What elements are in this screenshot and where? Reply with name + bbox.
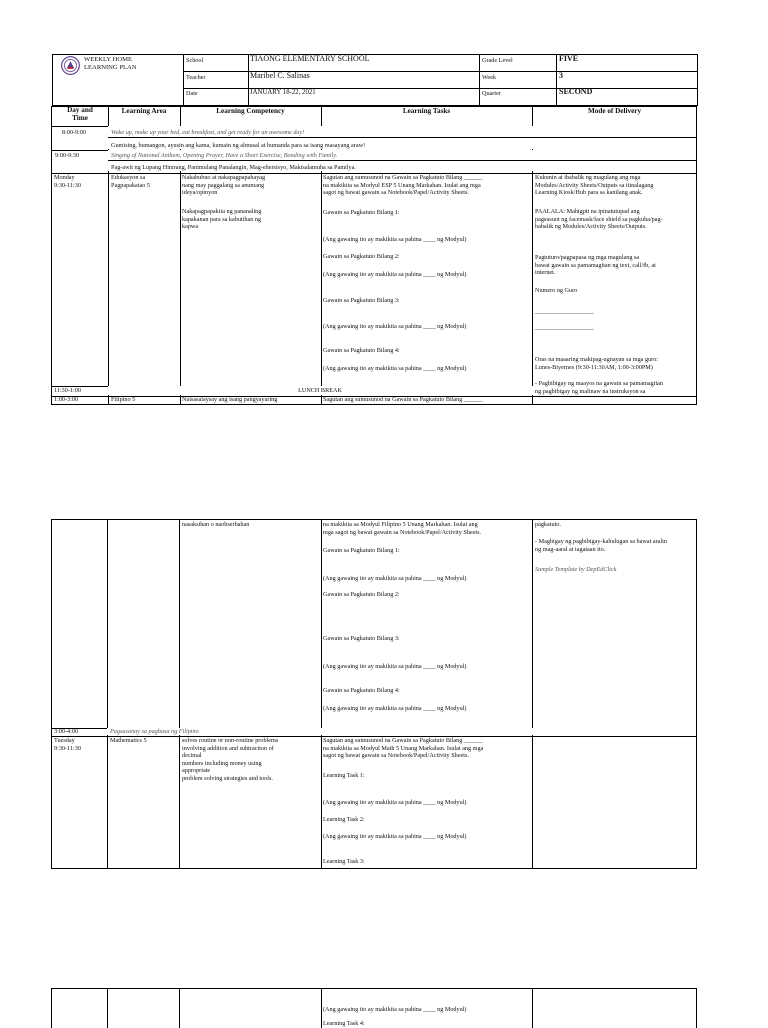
monday-ref-2: (Ang gawaing ito ay makikita sa pahina ____ ng Modyul) — [323, 271, 467, 278]
monday-area: Edukasyon sa Pagpapakatao 5 — [111, 174, 151, 189]
monday-gawain-2: Gawain sa Pagkatuto Bilang 2: — [323, 253, 400, 260]
filipino-gawain-1: Gawain sa Pagkatuto Bilang 1: — [323, 547, 400, 554]
filipino-area: Filipino 5 — [111, 396, 136, 403]
week-value: 3 — [559, 71, 563, 80]
col-learning-area: Learning Area — [121, 107, 167, 115]
filipino-time: 1:00-3:00 — [54, 396, 79, 403]
filipino-gawain-4: Gawain sa Pagkatuto Bilang 4: — [323, 687, 400, 694]
page3-ref: (Ang gawaing ito ay makikita sa pahina ____ ng Modyul) — [323, 1006, 467, 1013]
quarter-value: SECOND — [559, 87, 593, 96]
tuesday-ref-1: (Ang gawaing ito ay makikita sa pahina ____ ng Modyul) — [323, 799, 467, 806]
page3-learning-task-4: Learning Task 4: — [323, 1020, 365, 1027]
delivery-text-2: PAALALA: Mahigpit na ipinatutupad ang pagsusuot ng facemask/face shield sa pagkuha/pag- babalik ng Modules/Activity Sheets/Outputs. — [535, 208, 663, 231]
delivery-line-1: ___________________ — [535, 308, 594, 315]
filipino-task: Sagutan ang sumusunod na Gawain sa Pagkatuto Bilang ______ — [323, 396, 483, 403]
filipino-competency: Naisasalaysay ang isang pangyayaring — [182, 396, 278, 403]
monday-gawain-1: Gawain sa Pagkatuto Bilang 1: — [323, 209, 400, 216]
lunch-break: LUNCH BREAK — [298, 387, 342, 394]
lunch-time: 11:30-1:00 — [54, 387, 81, 394]
monday-task-intro: Sagutan ang sumusunod na Gawain sa Pagkatuto Bilang ______ na makikita sa Modyul ESP 5 Unang Markahan. Isulat ang mga sagot ng bawat gawain sa Notebook/Papel/Activity Sheets. — [323, 174, 483, 197]
delivery-teacher-number: Numero ng Guro — [535, 287, 578, 294]
teacher-value: Maribel C. Salinas — [250, 71, 310, 80]
delivery-text-1: Kukunin at ibabalik ng magulang ang mga Modules/Activity Sheets/Outputs sa itinalagang Learning Kiosk/Hub para sa kanilang anak. — [535, 174, 654, 197]
sample-template-credit: Sample Template by DepEdClick — [535, 566, 617, 573]
row-text-wakeup: Wake up, make up your bed, eat breakfast, and get ready for an awesome day! — [111, 129, 305, 136]
monday-ref-3: (Ang gawaing ito ay makikita sa pahina ____ ng Modyul) — [323, 323, 467, 330]
tuesday-ref-2: (Ang gawaing ito ay makikita sa pahina ____ ng Modyul) — [323, 833, 467, 840]
monday-gawain-4: Gawain sa Pagkatuto Bilang 4: — [323, 347, 400, 354]
week-label: Week — [482, 74, 496, 81]
row-time-wakeup: 8:00-9:00 — [62, 129, 87, 136]
grade-value: FIVE — [559, 54, 579, 63]
filipino-competency-cont: nasaksihan o naobserbahan — [182, 521, 250, 528]
monday-ref-1: (Ang gawaing ito ay makikita sa pahina ____ ng Modyul) — [323, 236, 467, 243]
row-text-anthem: Singing of National Anthem, Opening Prayer, Have a Short Exercise, Bonding with Family. — [111, 152, 338, 159]
monday-day-time: Monday 9:30-11:30 — [54, 174, 81, 189]
tuesday-area: Mathematics 5 — [110, 737, 147, 744]
tuesday-competency: solves routine or non-routine problems involving addition and subtraction of decimal numbers including money using appropriate problem solving strategies and tools. — [182, 737, 279, 782]
row-text-gumising: Gumising, bumangon, ayusin ang kama, kumain ng almusal at humanda para sa isang masayang araw! — [111, 142, 366, 149]
col-day-time: Day and Time — [67, 106, 93, 122]
delivery-text-3: Pagtuturo/pagpapasa ng mga magulang sa bawat gawain sa pamamagitan ng text, call/fb, at internet. — [535, 254, 656, 277]
reading-text: Pagsasanay sa pagbasa ng Filipino — [110, 728, 199, 735]
tuesday-task-intro: Sagutan ang sumusunod na Gawain sa Pagkatuto Bilang ______ na makikita sa Modyul Math 5 Unang Markahan. Isulat ang mga sagot ng bawat gawain sa Notebook/Papel/Activity Sheets. — [323, 737, 484, 760]
filipino-ref-1: (Ang gawaing ito ay makikita sa pahina ____ ng Modyul) — [323, 575, 467, 582]
date-label: Date — [186, 90, 198, 97]
school-value: TIAONG ELEMENTARY SCHOOL — [250, 54, 370, 63]
filipino-gawain-3: Gawain sa Pagkatuto Bilang 3: — [323, 635, 400, 642]
filipino-ref-3: (Ang gawaing ito ay makikita sa pahina ____ ng Modyul) — [323, 705, 467, 712]
monday-ref-4: (Ang gawaing ito ay makikita sa pahina ____ ng Modyul) — [323, 365, 467, 372]
monday-gawain-3: Gawain sa Pagkatuto Bilang 3: — [323, 297, 400, 304]
quarter-label: Quarter — [482, 90, 501, 97]
tuesday-learning-task-2: Learning Task 2: — [323, 816, 365, 823]
delivery-text-4: - Pagbibigay ng maayos na gawain sa pamamagitan ng pagbibigay ng malinaw na instruksyon sa — [535, 380, 664, 395]
monday-competency-1: Nakabubuo at nakapagpapahayag nang may paggalang sa anumang ideya/opinyon — [182, 174, 266, 197]
filipino-gawain-2: Gawain sa Pagkatuto Bilang 2: — [323, 591, 400, 598]
tuesday-learning-task-3: Learning Task 3: — [323, 858, 365, 865]
filipino-ref-2: (Ang gawaing ito ay makikita sa pahina ____ ng Modyul) — [323, 663, 467, 670]
col-learning-competency: Learning Competency — [216, 107, 285, 115]
delivery-cont-1: pagkatuto. — [535, 521, 561, 528]
delivery-hours: Oras na maaaring makipag-ugnayan sa mga guro: Lunes-Biyernes (9:30-11:30AM, 1:00-3:00PM) — [535, 356, 659, 371]
tuesday-learning-task-1: Learning Task 1: — [323, 772, 365, 779]
col-learning-tasks: Learning Tasks — [402, 107, 451, 115]
teacher-label: Teacher — [186, 74, 206, 81]
header-table — [52, 54, 698, 106]
plan-title: WEEKLY HOME LEARNING PLAN — [84, 56, 137, 71]
filipino-task-intro: na makikita sa Modyul Filipino 5 Unang Markahan. Isulat ang mga sagot ng bawat gawain sa Notebook/Papel/Activity Sheets. — [323, 521, 482, 536]
tuesday-day-time: Tuesday 9:30-11:30 — [54, 737, 81, 752]
row-time-anthem: 9:00-9:30 — [55, 152, 80, 159]
school-label: School — [186, 57, 204, 64]
delivery-line-2: ___________________ — [535, 324, 594, 331]
monday-competency-2: Nakapagpapakita ng pananaling kapakanan para sa kabutihan ng kapwa — [182, 208, 262, 231]
reading-time: 3:00-4:00 — [54, 728, 79, 735]
deped-seal-icon — [61, 56, 80, 75]
row-text-pag-awit: Pag-awit ng Lupang Hinirang, Panimulang Panalangin, Mag-ehersisyo, Makisalamuha sa Pamilya. — [111, 164, 356, 171]
col-mode-of-delivery: Mode of Delivery — [587, 107, 642, 115]
date-value: JANUARY 18-22, 2021 — [250, 89, 316, 96]
grade-label: Grade Level — [482, 57, 513, 64]
delivery-cont-2: - Magbigay ng pagbibigay-kahulugan sa bawat aralin ng mag-aaral at tagataan ito. — [535, 538, 667, 553]
